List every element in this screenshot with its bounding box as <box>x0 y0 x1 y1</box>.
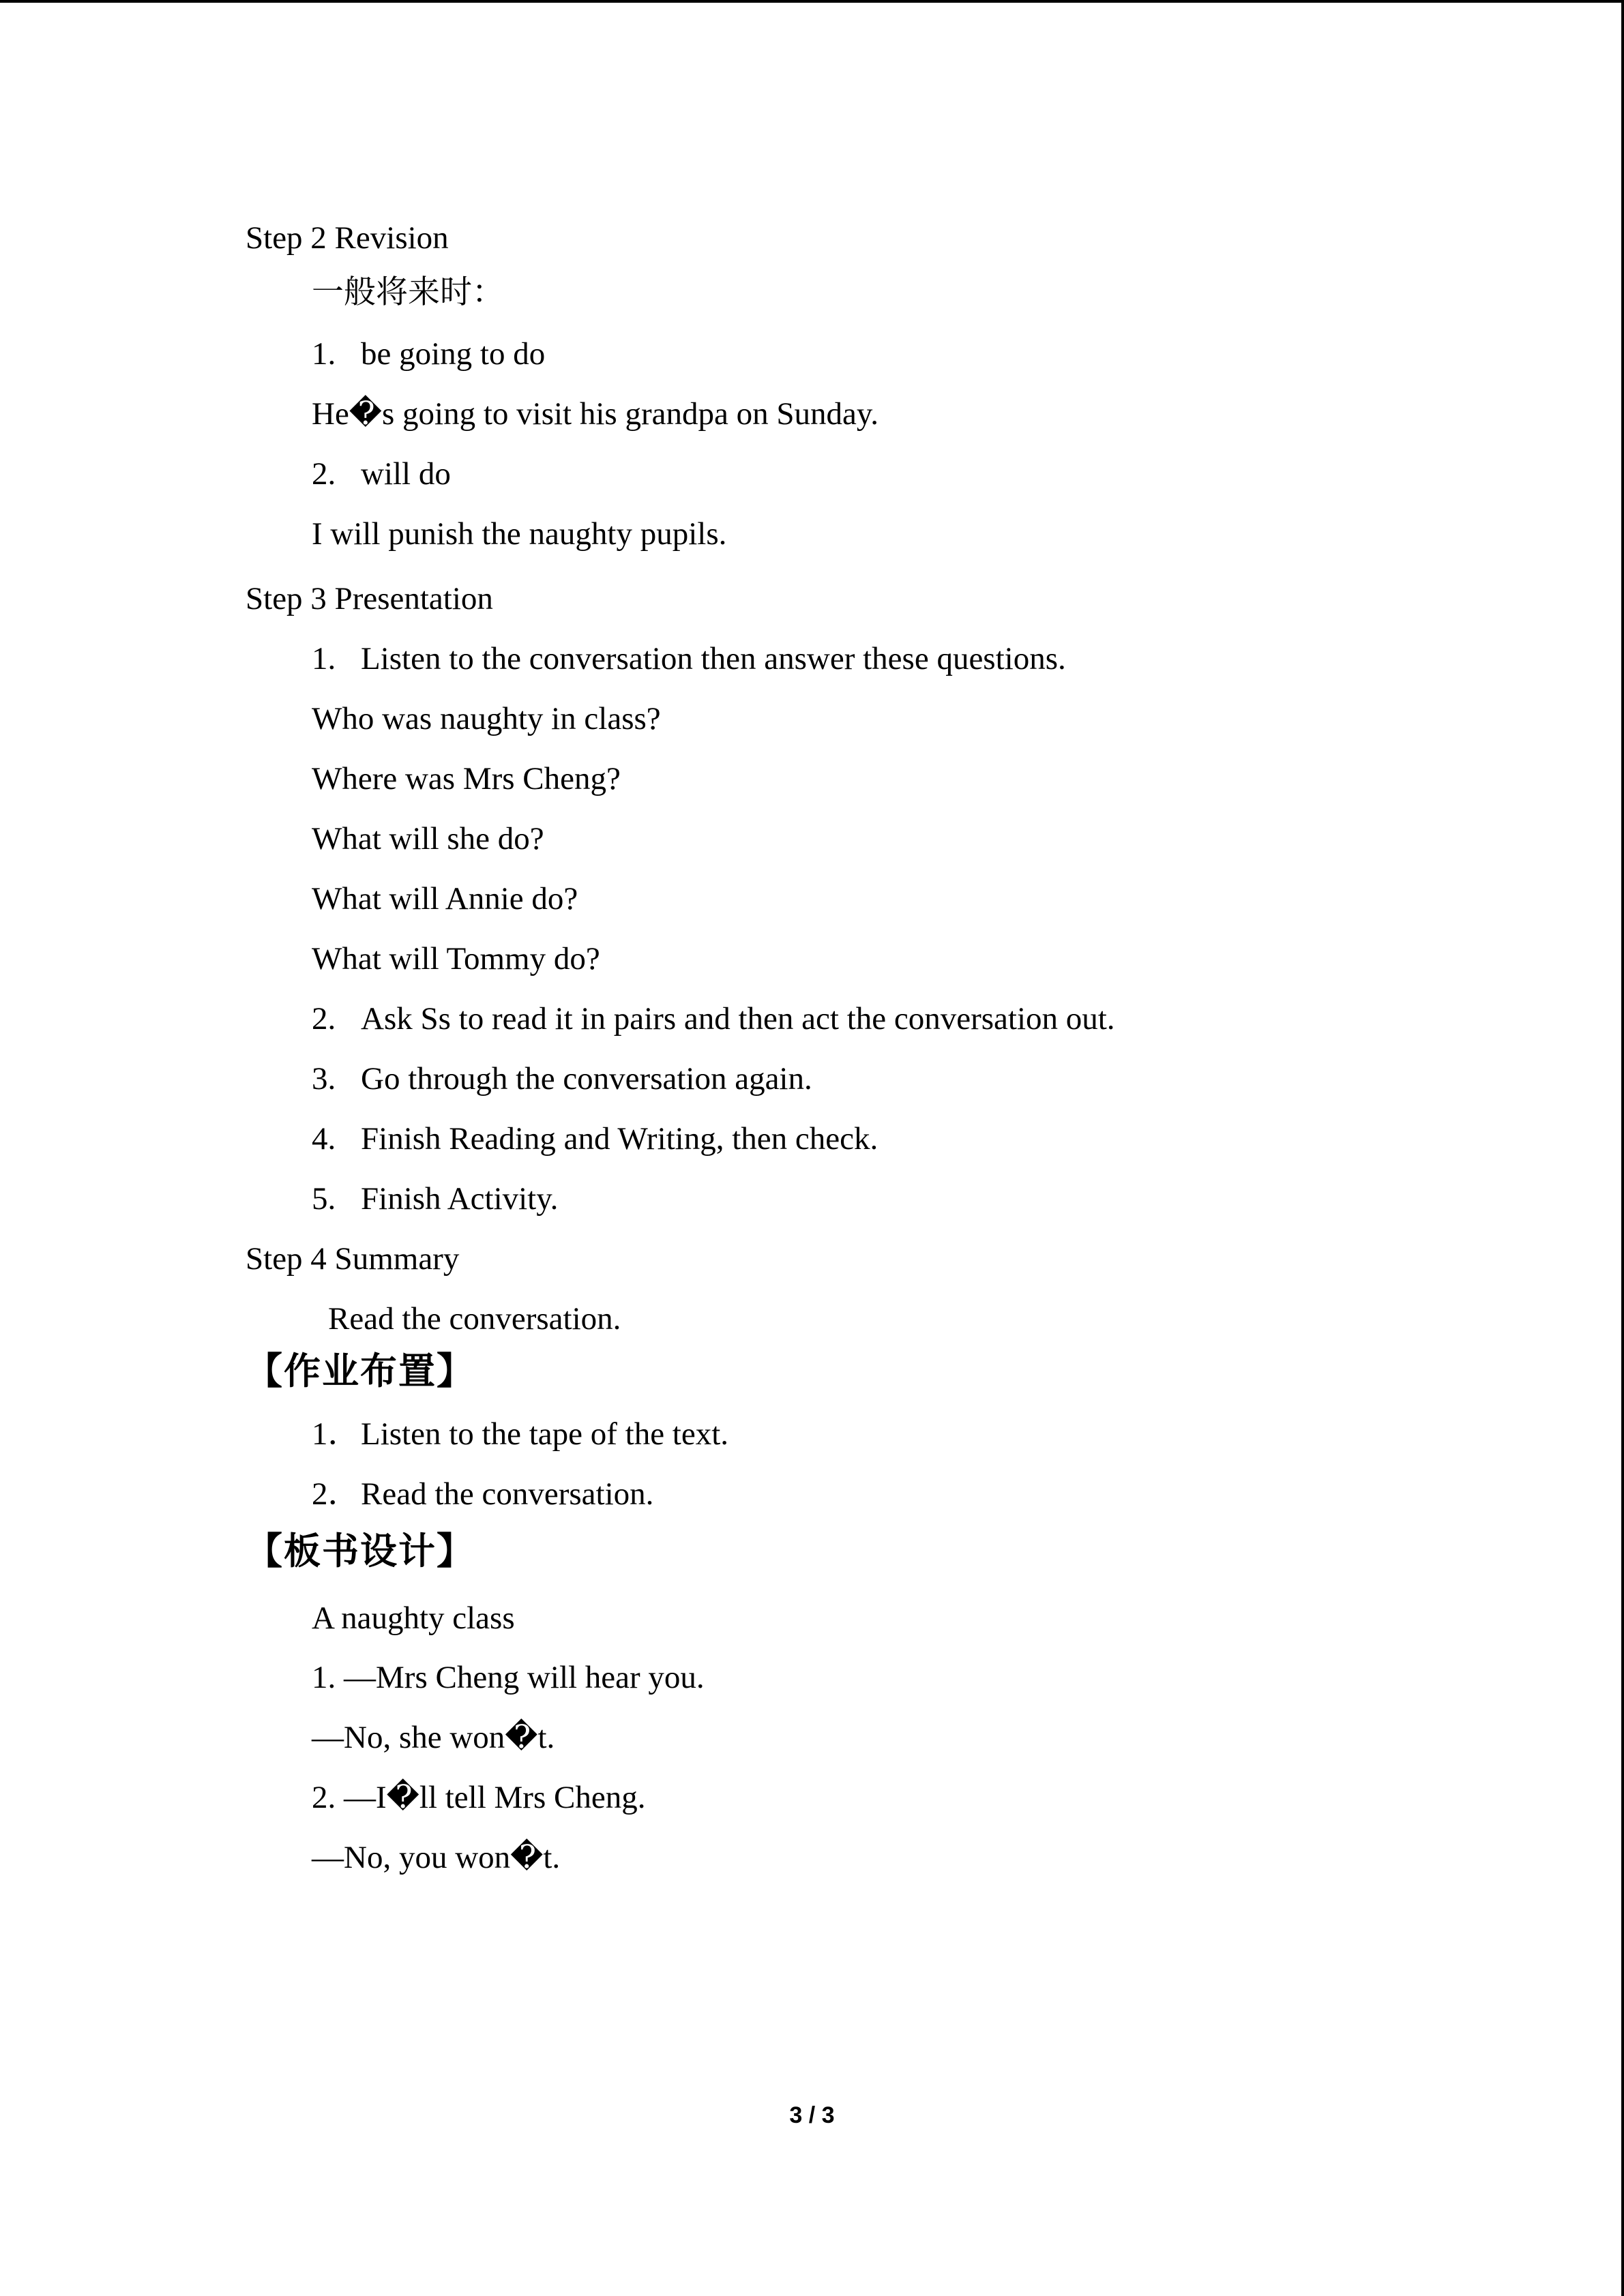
question-2: Where was Mrs Cheng? <box>312 761 621 796</box>
revision-example-1: He�s going to visit his grandpa on Sunday. <box>312 396 879 432</box>
presentation-item-5-text: Finish Activity. <box>361 1181 559 1217</box>
homework-item-1-number: 1． <box>312 1416 360 1452</box>
presentation-item-4-number: 4. <box>312 1121 336 1157</box>
homework-item-2 <box>312 1474 653 1515</box>
presentation-item-2 <box>312 998 1115 1039</box>
presentation-item-2-number: 2. <box>312 1001 336 1037</box>
revision-item-1 <box>312 333 545 374</box>
revision-example-2: I will punish the naughty pupils. <box>312 516 727 552</box>
question-1: Who was naughty in class? <box>312 701 661 736</box>
page-number: 3 / 3 <box>789 2102 835 2128</box>
homework-item-2-text: Read the conversation. <box>361 1476 654 1512</box>
board-design-heading: 【板书设计】 <box>246 1530 475 1572</box>
board-line-4: —No, you won�t. <box>312 1840 561 1875</box>
presentation-item-5-number: 5. <box>312 1181 336 1217</box>
revision-item-1-number: 1. <box>312 336 336 372</box>
revision-item-2-number: 2. <box>312 456 336 492</box>
presentation-item-5 <box>312 1178 558 1219</box>
homework-item-2-number: 2． <box>312 1476 360 1512</box>
board-line-2: —No, she won�t. <box>312 1720 555 1755</box>
presentation-item-3-number: 3. <box>312 1061 336 1097</box>
page-right-border <box>1621 0 1624 2296</box>
board-line-3: 2. —I�ll tell Mrs Cheng. <box>312 1780 646 1815</box>
presentation-item-1-number: 1. <box>312 641 336 676</box>
homework-heading: 【作业布置】 <box>246 1350 475 1392</box>
revision-item-2 <box>312 453 451 494</box>
presentation-item-4 <box>312 1118 878 1159</box>
homework-item-1 <box>312 1414 728 1455</box>
revision-item-2-text: will do <box>361 456 451 492</box>
question-3: What will she do? <box>312 821 544 856</box>
homework-item-1-text: Listen to the tape of the text. <box>361 1416 729 1452</box>
presentation-item-4-text: Finish Reading and Writing, then check. <box>361 1121 879 1157</box>
question-4: What will Annie do? <box>312 881 578 916</box>
revision-intro: 一般将来时： <box>312 273 504 311</box>
question-5: What will Tommy do? <box>312 941 600 976</box>
presentation-item-3 <box>312 1058 812 1099</box>
board-title: A naughty class <box>312 1600 515 1636</box>
presentation-item-3-text: Go through the conversation again. <box>361 1061 812 1097</box>
presentation-item-2-text: Ask Ss to read it in pairs and then act the conversation out. <box>361 1001 1115 1037</box>
presentation-item-1-text: Listen to the conversation then answer these questions. <box>361 641 1066 676</box>
step-4-title: Step 4 Summary <box>246 1241 460 1277</box>
revision-item-1-text: be going to do <box>361 336 546 372</box>
presentation-item-1 <box>312 638 1066 679</box>
page-top-border <box>0 0 1624 3</box>
summary-text: Read the conversation. <box>328 1301 621 1337</box>
board-line-1: 1. —Mrs Cheng will hear you. <box>312 1660 705 1695</box>
step-2-title: Step 2 Revision <box>246 220 449 256</box>
step-3-title: Step 3 Presentation <box>246 581 493 616</box>
